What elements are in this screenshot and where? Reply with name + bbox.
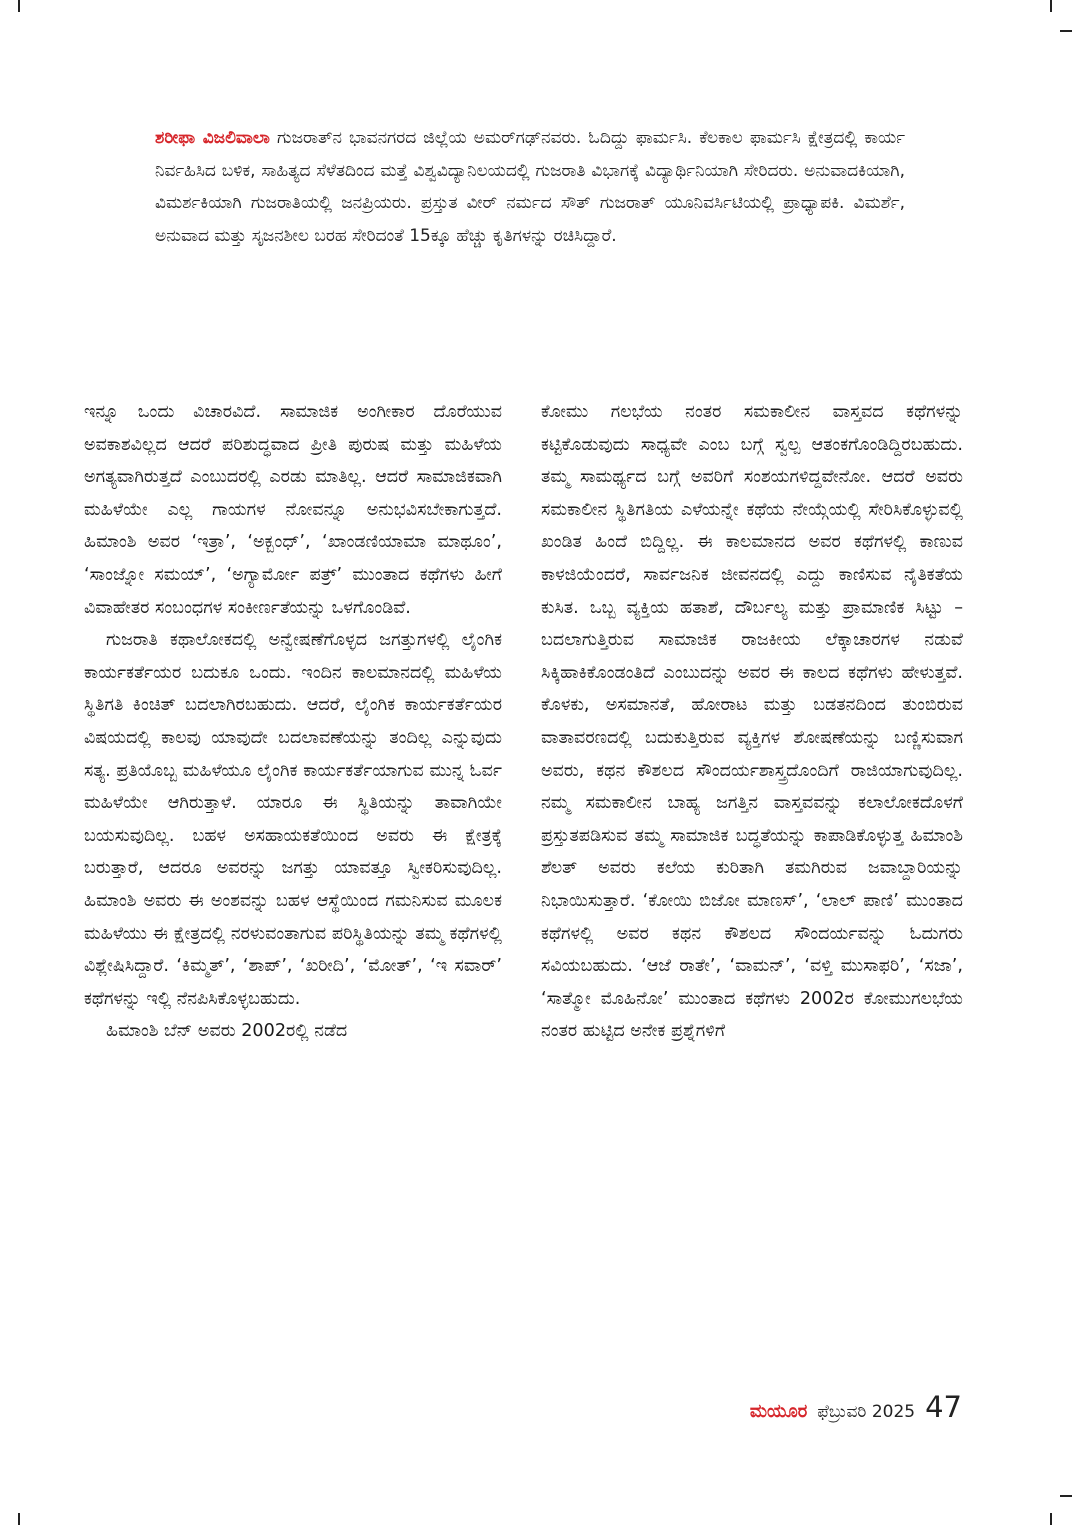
magazine-logo: ಮಯೂರ xyxy=(749,1401,808,1422)
crop-mark-bottom-left xyxy=(18,1513,20,1525)
paragraph: ಗುಜರಾತಿ ಕಥಾಲೋಕದಲ್ಲಿ ಅನ್ವೇಷಣೆಗೊಳ್ಳದ ಜಗತ್ತುಗಳಲ್ಲಿ ಲೈಂಗಿಕ ಕಾರ್ಯಕರ್ತೆಯರ ಬದುಕೂ ಒಂದು. ಇಂದಿನ ಕಾಲಮಾನದಲ್ಲಿ ಮಹಿಳೆಯ ಸ್ಥಿತಿಗತಿ ಕಿಂಚಿತ್ ಬದಲಾಗಿರಬಹುದು. ಆದರೆ, ಲೈಂಗಿಕ ಕಾರ್ಯಕರ್ತೆಯರ ವಿಷಯದಲ್ಲಿ ಕಾಲವು ಯಾವುದೇ ಬದಲಾವಣೆಯನ್ನು ತಂದಿಲ್ಲ ಎನ್ನುವುದು ಸತ್ಯ. ಪ್ರತಿಯೊಬ್ಬ ಮಹಿಳೆಯೂ ಲೈಂಗಿಕ ಕಾರ್ಯಕರ್ತೆಯಾಗುವ ಮುನ್ನ ಓರ್ವ ಮಹಿಳೆಯೇ ಆಗಿರುತ್ತಾಳೆ. ಯಾರೂ ಈ ಸ್ಥಿತಿಯನ್ನು ತಾವಾಗಿಯೇ ಬಯಸುವುದಿಲ್ಲ. ಬಹಳ ಅಸಹಾಯಕತೆಯಿಂದ ಅವರು ಈ ಕ್ಷೇತ್ರಕ್ಕೆ ಬರುತ್ತಾರೆ, ಆದರೂ ಅವರನ್ನು ಜಗತ್ತು ಯಾವತ್ತೂ ಸ್ವೀಕರಿಸುವುದಿಲ್ಲ. ಹಿಮಾಂಶಿ ಅವರು ಈ ಅಂಶವನ್ನು ಬಹಳ ಆಸ್ಥೆಯಿಂದ ಗಮನಿಸುವ ಮೂಲಕ ಮಹಿಳೆಯು ಈ ಕ್ಷೇತ್ರದಲ್ಲಿ ನರಳುವಂತಾಗುವ ಪರಿಸ್ಥಿತಿಯನ್ನು ತಮ್ಮ ಕಥೆಗಳಲ್ಲಿ ವಿಶ್ಲೇಷಿಸಿದ್ದಾರೆ. ‘ಕಿಮ್ಮತ್’, ‘ಶಾಪ್’, ‘ಖರೀದಿ’, ‘ಮೋತ್’, ‘ಇ ಸವಾರ್’ ಕಥೆಗಳನ್ನು ಇಲ್ಲಿ ನೆನಪಿಸಿಕೊಳ್ಳಬಹುದು. xyxy=(84,630,502,1009)
author-bio xyxy=(155,122,905,252)
page-number: 47 xyxy=(925,1390,962,1424)
page-footer xyxy=(750,1390,962,1430)
article-column-left xyxy=(84,396,502,1048)
crop-mark-top-left xyxy=(18,0,20,12)
crop-mark-top-right xyxy=(1050,0,1052,12)
article-column-right xyxy=(541,396,963,1048)
author-bio-text: ಗುಜರಾತ್‌ನ ಭಾವನಗರದ ಜಿಲ್ಲೆಯ ಅಮರ್‌ಗಢ್‌ನವರು. ಓದಿದ್ದು ಫಾರ್ಮಸಿ. ಕೆಲಕಾಲ ಫಾರ್ಮಸಿ ಕ್ಷೇತ್ರದಲ್ಲಿ ಕಾರ್ಯ ನಿರ್ವಹಿಸಿದ ಬಳಿಕ, ಸಾಹಿತ್ಯದ ಸೆಳೆತದಿಂದ ಮತ್ತೆ ವಿಶ್ವವಿದ್ಯಾನಿಲಯದಲ್ಲಿ ಗುಜರಾತಿ ವಿಭಾಗಕ್ಕೆ ವಿದ್ಯಾರ್ಥಿನಿಯಾಗಿ ಸೇರಿದರು. ಅನುವಾದಕಿಯಾಗಿ, ವಿಮರ್ಶಕಿಯಾಗಿ ಗುಜರಾತಿಯಲ್ಲಿ ಜನಪ್ರಿಯರು. ಪ್ರಸ್ತುತ ವೀರ್ ನರ್ಮದ ಸೌತ್ ಗುಜರಾತ್ ಯೂನಿವರ್ಸಿಟಿಯಲ್ಲಿ ಪ್ರಾಧ್ಯಾಪಕಿ. ವಿಮರ್ಶೆ, ಅನುವಾದ ಮತ್ತು ಸೃಜನಶೀಲ ಬರಹ ಸೇರಿದಂತೆ 15ಕ್ಕೂ ಹೆಚ್ಚು ಕೃತಿಗಳನ್ನು ರಚಿಸಿದ್ದಾರೆ. xyxy=(155,128,906,246)
crop-mark-right-edge xyxy=(1060,30,1072,32)
crop-mark-bottom-right xyxy=(1050,1513,1052,1525)
paragraph: ಇನ್ನೂ ಒಂದು ವಿಚಾರವಿದೆ. ಸಾಮಾಜಿಕ ಅಂಗೀಕಾರ ದೊರೆಯುವ ಅವಕಾಶವಿಲ್ಲದ ಆದರೆ ಪರಿಶುದ್ಧವಾದ ಪ್ರೀತಿ ಪುರುಷ ಮತ್ತು ಮಹಿಳೆಯ ಅಗತ್ಯವಾಗಿರುತ್ತದೆ ಎಂಬುದರಲ್ಲಿ ಎರಡು ಮಾತಿಲ್ಲ. ಆದರೆ ಸಾಮಾಜಿಕವಾಗಿ ಮಹಿಳೆಯೇ ಎಲ್ಲ ಗಾಯಗಳ ನೋವನ್ನೂ ಅನುಭವಿಸಬೇಕಾಗುತ್ತದೆ. ಹಿಮಾಂಶಿ ಅವರ ‘ಇತ್ರಾ’, ‘ಅಕ್ಬಂಧ್’, ‘ಖಾಂಡಣಿಯಾಮಾ ಮಾಥೂಂ’, ‘ಸಾಂಜ್ನೋ ಸಮಯ್’, ‘ಅಗ್ಯಾರ್ಮೋ ಪತ್ರ್’ ಮುಂತಾದ ಕಥೆಗಳು ಹೀಗೆ ವಿವಾಹೇತರ ಸಂಬಂಧಗಳ ಸಂಕೀರ್ಣತೆಯನ್ನು ಒಳಗೊಂಡಿವೆ. xyxy=(84,402,502,618)
issue-date: ಫೆಬ್ರುವರಿ 2025 xyxy=(817,1402,916,1422)
paragraph: ಕೋಮು ಗಲಭೆಯ ನಂತರ ಸಮಕಾಲೀನ ವಾಸ್ತವದ ಕಥೆಗಳನ್ನು ಕಟ್ಟಿಕೊಡುವುದು ಸಾಧ್ಯವೇ ಎಂಬ ಬಗ್ಗೆ ಸ್ವಲ್ಪ ಆತಂಕಗೊಂಡಿದ್ದಿರಬಹುದು. ತಮ್ಮ ಸಾಮರ್ಥ್ಯದ ಬಗ್ಗೆ ಅವರಿಗೆ ಸಂಶಯಗಳಿದ್ದವೇನೋ. ಆದರೆ ಅವರು ಸಮಕಾಲೀನ ಸ್ಥಿತಿಗತಿಯ ಎಳೆಯನ್ನೇ ಕಥೆಯ ನೇಯ್ಗೆಯಲ್ಲಿ ಸೇರಿಸಿಕೊಳ್ಳುವಲ್ಲಿ ಖಂಡಿತ ಹಿಂದೆ ಬಿದ್ದಿಲ್ಲ. ಈ ಕಾಲಮಾನದ ಅವರ ಕಥೆಗಳಲ್ಲಿ ಕಾಣುವ ಕಾಳಜಿಯೆಂದರೆ, ಸಾರ್ವಜನಿಕ ಜೀವನದಲ್ಲಿ ಎದ್ದು ಕಾಣಿಸುವ ನೈತಿಕತೆಯ ಕುಸಿತ. ಒಬ್ಬ ವ್ಯಕ್ತಿಯ ಹತಾಶೆ, ದೌರ್ಬಲ್ಯ ಮತ್ತು ಪ್ರಾಮಾಣಿಕ ಸಿಟ್ಟು – ಬದಲಾಗುತ್ತಿರುವ ಸಾಮಾಜಿಕ ರಾಜಕೀಯ ಲೆಕ್ಕಾಚಾರಗಳ ನಡುವೆ ಸಿಕ್ಕಿಹಾಕಿಕೊಂಡಂತಿದೆ ಎಂಬುದನ್ನು ಅವರ ಈ ಕಾಲದ ಕಥೆಗಳು ಹೇಳುತ್ತವೆ. ಕೊಳಕು, ಅಸಮಾನತೆ, ಹೋರಾಟ ಮತ್ತು ಬಡತನದಿಂದ ತುಂಬಿರುವ ವಾತಾವರಣದಲ್ಲಿ ಬದುಕುತ್ತಿರುವ ವ್ಯಕ್ತಿಗಳ ಶೋಷಣೆಯನ್ನು ಬಣ್ಣಿಸುವಾಗ ಅವರು, ಕಥನ ಕೌಶಲದ ಸೌಂದರ್ಯಶಾಸ್ತ್ರದೊಂದಿಗೆ ರಾಜಿಯಾಗುವುದಿಲ್ಲ. ನಮ್ಮ ಸಮಕಾಲೀನ ಬಾಹ್ಯ ಜಗತ್ತಿನ ವಾಸ್ತವವನ್ನು ಕಲಾಲೋಕದೊಳಗೆ ಪ್ರಸ್ತುತಪಡಿಸುವ ತಮ್ಮ ಸಾಮಾಜಿಕ ಬದ್ಧತೆಯನ್ನು ಕಾಪಾಡಿಕೊಳ್ಳುತ್ತ ಹಿಮಾಂಶಿ ಶೆಲತ್ ಅವರು ಕಲೆಯ ಕುರಿತಾಗಿ ತಮಗಿರುವ ಜವಾಬ್ದಾರಿಯನ್ನು ನಿಭಾಯಿಸುತ್ತಾರೆ. ‘ಕೋಯಿ ಬಿಜೋ ಮಾಣಸ್’, ‘ಲಾಲ್ ಪಾಣಿ’ ಮುಂತಾದ ಕಥೆಗಳಲ್ಲಿ ಅವರ ಕಥನ ಕೌಶಲದ ಸೌಂದರ್ಯವನ್ನು ಓದುಗರು ಸವಿಯಬಹುದು. ‘ಆಜೆ ರಾತೇ’, ‘ವಾಮನ್’, ‘ವಳ್ತಿ ಮುಸಾಫರಿ’, ‘ಸಜಾ’, ‘ಸಾತ್ಮೋ ಮೊಹಿನೋ’ ಮುಂತಾದ ಕಥೆಗಳು 2002ರ ಕೋಮುಗಲಭೆಯ ನಂತರ ಹುಟ್ಟಿದ ಅನೇಕ ಪ್ರಶ್ನೆಗಳಿಗೆ xyxy=(541,402,963,1042)
paragraph: ಹಿಮಾಂಶಿ ಬೆನ್ ಅವರು 2002ರಲ್ಲಿ ನಡೆದ xyxy=(106,1021,348,1042)
crop-mark-right-lower xyxy=(1060,1495,1072,1497)
author-name: ಶರೀಫಾ ವಿಜಲಿವಾಲಾ xyxy=(155,128,270,148)
